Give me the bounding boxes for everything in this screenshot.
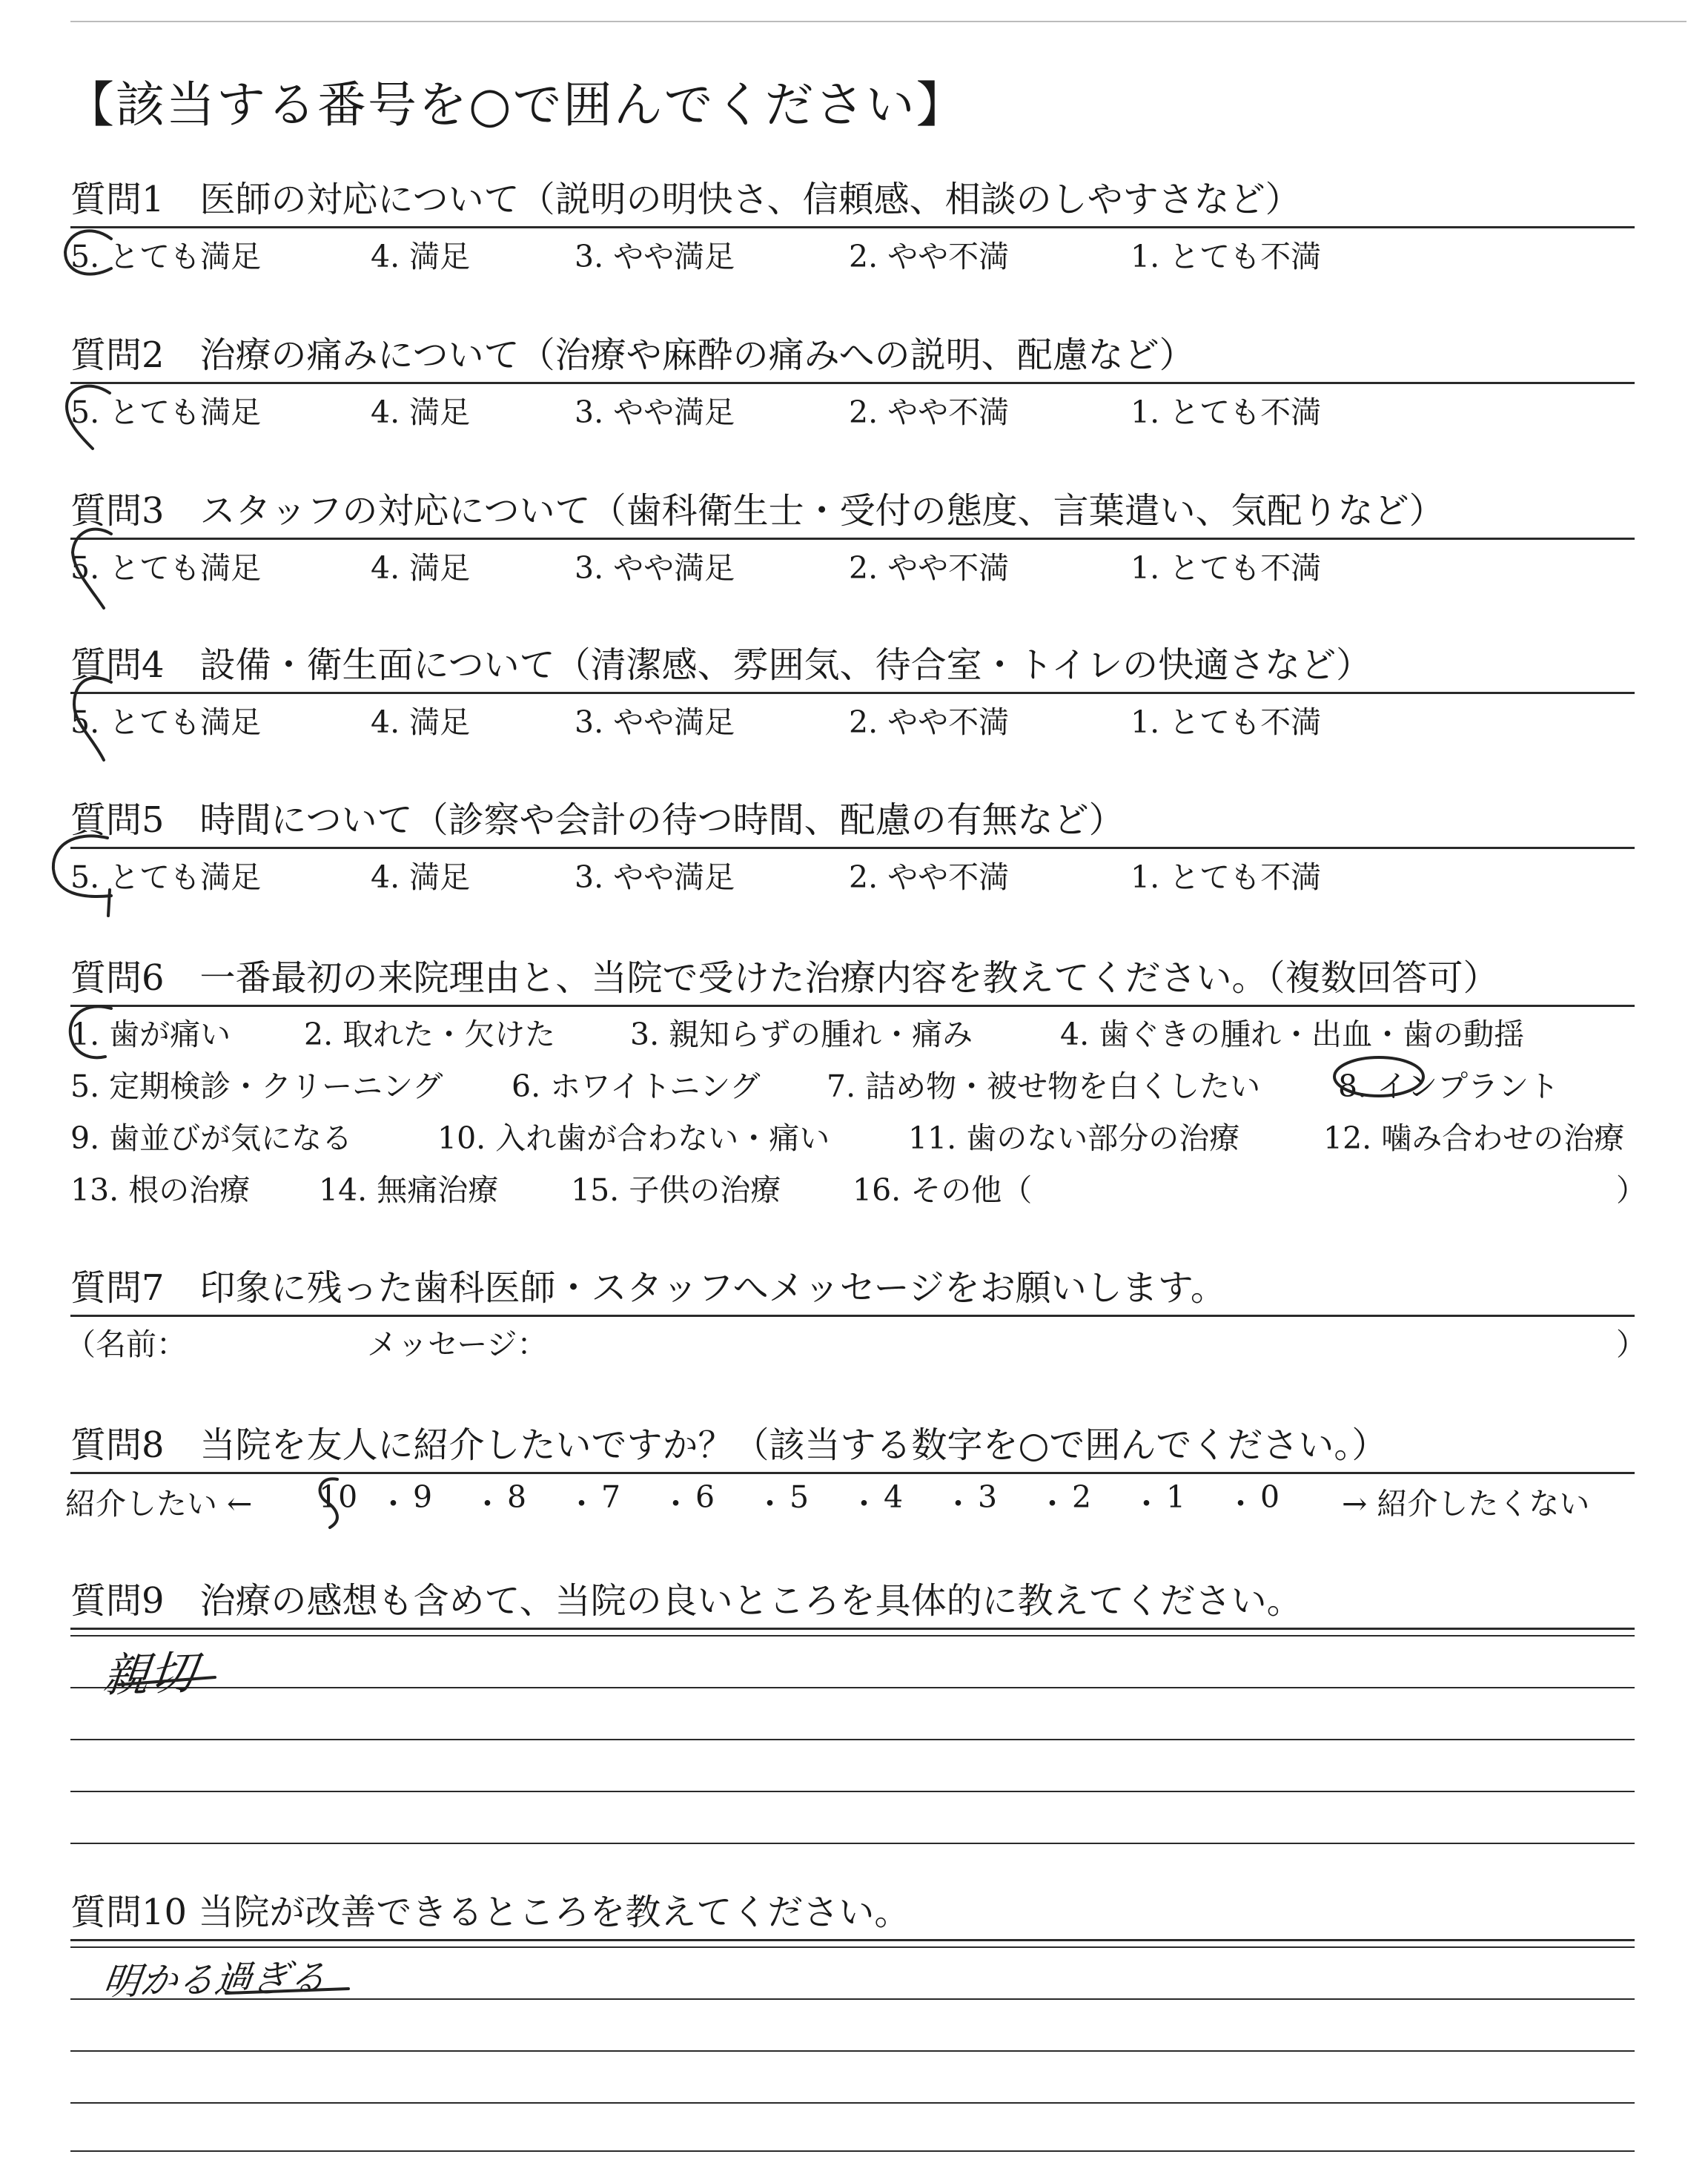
q6-option-14[interactable]: 14. 無痛治療 [319, 1172, 499, 1208]
q6-option-12[interactable]: 12. 噛み合わせの治療 [1323, 1120, 1625, 1156]
q6-option-6[interactable]: 6. ホワイトニング [512, 1069, 761, 1104]
q6-header [70, 953, 1635, 1007]
q7-header [70, 1263, 1635, 1317]
q6-title: 質問6 一番最初の来院理由と、当院で受けた治療内容を教えてください。（複数回答可） [70, 957, 1499, 999]
q4-option-4[interactable]: 4. 満足 [371, 704, 471, 740]
q8-scale-6[interactable]: 6 [695, 1479, 715, 1515]
q6-option-16[interactable]: 16. その他（ [853, 1172, 1033, 1208]
q1-header [70, 174, 1635, 228]
q8-scale-4[interactable]: 4 [884, 1479, 904, 1515]
page-top-border [70, 21, 1687, 22]
q8-left-label: 紹介したい ← [65, 1486, 253, 1522]
q5-header [70, 795, 1635, 849]
q8-scale-separator: ・ [943, 1486, 973, 1522]
q8-scale-5[interactable]: 5 [790, 1479, 810, 1515]
q8-header [70, 1420, 1635, 1474]
q1-option-1[interactable]: 1. とても不満 [1131, 239, 1322, 274]
q8-scale-2[interactable]: 2 [1072, 1479, 1092, 1515]
q3-option-2[interactable]: 2. やや不満 [849, 550, 1010, 586]
q9-line-4 [70, 1791, 1635, 1792]
q4-option-1[interactable]: 1. とても不満 [1131, 704, 1322, 740]
q10-title: 質問10 当院が改善できるところを教えてください。 [70, 1892, 910, 1933]
q1-option-3[interactable]: 3. やや満足 [575, 239, 735, 274]
q6-option-4[interactable]: 4. 歯ぐきの腫れ・出血・歯の動揺 [1060, 1017, 1525, 1052]
q8-scale-separator: ・ [849, 1486, 879, 1522]
q8-scale-separator: ・ [661, 1486, 691, 1522]
q9-line-5 [70, 1843, 1635, 1844]
q10-line-3 [70, 2050, 1635, 2052]
q10-line-5 [70, 2150, 1635, 2152]
q8-scale-9[interactable]: 9 [413, 1479, 433, 1515]
q5-title: 質問5 時間について（診察や会計の待つ時間、配慮の有無など） [70, 799, 1125, 841]
q9-title: 質問9 治療の感想も含めて、当院の良いところを具体的に教えてください。 [70, 1580, 1302, 1622]
q10-header [70, 1887, 1635, 1941]
q8-scale-separator: ・ [378, 1486, 408, 1522]
q8-scale-1[interactable]: 1 [1166, 1479, 1186, 1515]
q6-option-5[interactable]: 5. 定期検診・クリーニング [70, 1069, 443, 1104]
q5-option-4[interactable]: 4. 満足 [371, 859, 471, 895]
q7-title: 質問7 印象に残った歯科医師・スタッフへメッセージをお願いします。 [70, 1267, 1226, 1309]
q1-option-2[interactable]: 2. やや不満 [849, 239, 1010, 274]
q1-option-5[interactable]: 5. とても満足 [70, 239, 262, 274]
q9-line-1 [70, 1635, 1635, 1636]
q6-option-8[interactable]: 8. インプラント [1338, 1069, 1560, 1104]
q6-option-9[interactable]: 9. 歯並びが気になる [70, 1120, 353, 1156]
q4-option-3[interactable]: 3. やや満足 [575, 704, 735, 740]
q7-name-label: （名前： [65, 1327, 187, 1362]
q8-scale-10[interactable]: 10 [319, 1479, 358, 1515]
q3-header [70, 486, 1635, 540]
q8-scale-separator: ・ [472, 1486, 503, 1522]
q2-option-5[interactable]: 5. とても満足 [70, 394, 262, 430]
q8-scale-8[interactable]: 8 [507, 1479, 527, 1515]
q3-title: 質問3 スタッフの対応について（歯科衛生士・受付の態度、言葉遣い、気配りなど） [70, 490, 1445, 532]
q6-option-10[interactable]: 10. 入れ歯が合わない・痛い [437, 1120, 830, 1156]
q7-close-paren: ） [1616, 1327, 1646, 1362]
q7-message-label: メッセージ： [367, 1327, 548, 1362]
q9-header [70, 1576, 1635, 1630]
q8-scale-separator: ・ [1037, 1486, 1068, 1522]
q1-title: 質問1 医師の対応について（説明の明快さ、信頼感、相談のしやすさなど） [70, 179, 1301, 220]
q3-option-3[interactable]: 3. やや満足 [575, 550, 735, 586]
q1-option-4[interactable]: 4. 満足 [371, 239, 471, 274]
q10-line-1 [70, 1946, 1635, 1948]
q10-line-4 [70, 2102, 1635, 2104]
q8-scale-separator: ・ [566, 1486, 597, 1522]
q8-scale-7[interactable]: 7 [601, 1479, 621, 1515]
q6-option-1[interactable]: 1. 歯が痛い [70, 1017, 231, 1052]
q5-option-5[interactable]: 5. とても満足 [70, 859, 262, 895]
q2-option-1[interactable]: 1. とても不満 [1131, 394, 1322, 430]
q2-title: 質問2 治療の痛みについて（治療や麻酔の痛みへの説明、配慮など） [70, 334, 1195, 376]
q2-option-4[interactable]: 4. 満足 [371, 394, 471, 430]
q4-option-5[interactable]: 5. とても満足 [70, 704, 262, 740]
q2-option-2[interactable]: 2. やや不満 [849, 394, 1010, 430]
q8-scale-separator: ・ [755, 1486, 785, 1522]
q5-option-2[interactable]: 2. やや不満 [849, 859, 1010, 895]
q8-title: 質問8 当院を友人に紹介したいですか？（該当する数字を○で囲んでください。） [70, 1424, 1388, 1466]
q5-option-1[interactable]: 1. とても不満 [1131, 859, 1322, 895]
q6-option-15[interactable]: 15. 子供の治療 [571, 1172, 781, 1208]
q10-handwritten-answer: 明かる過ぎる [100, 1956, 329, 2004]
q6-other-close-paren: ） [1616, 1172, 1646, 1208]
page-title: 【該当する番号を○で囲んでください】 [65, 76, 967, 133]
q3-option-1[interactable]: 1. とても不満 [1131, 550, 1322, 586]
q6-option-11[interactable]: 11. 歯のない部分の治療 [908, 1120, 1240, 1156]
q9-line-2 [70, 1687, 1635, 1688]
q5-option-3[interactable]: 3. やや満足 [575, 859, 735, 895]
q4-title: 質問4 設備・衛生面について（清潔感、雰囲気、待合室・トイレの快適さなど） [70, 644, 1372, 686]
q6-option-13[interactable]: 13. 根の治療 [70, 1172, 251, 1208]
q8-scale-separator: ・ [1131, 1486, 1162, 1522]
q4-option-2[interactable]: 2. やや不満 [849, 704, 1010, 740]
q8-scale-3[interactable]: 3 [978, 1479, 998, 1515]
q6-option-3[interactable]: 3. 親知らずの腫れ・痛み [630, 1017, 973, 1052]
q9-handwritten-answer: 親切 [100, 1645, 199, 1703]
q6-option-7[interactable]: 7. 詰め物・被せ物を白くしたい [827, 1069, 1261, 1104]
q3-option-5[interactable]: 5. とても満足 [70, 550, 262, 586]
q3-option-4[interactable]: 4. 満足 [371, 550, 471, 586]
q8-right-label: → 紹介したくない [1342, 1486, 1590, 1522]
q2-option-3[interactable]: 3. やや満足 [575, 394, 735, 430]
q4-header [70, 640, 1635, 694]
q2-header [70, 330, 1635, 384]
q8-scale-separator: ・ [1225, 1486, 1256, 1522]
q9-line-3 [70, 1739, 1635, 1740]
q8-scale-0[interactable]: 0 [1260, 1479, 1280, 1515]
q6-option-2[interactable]: 2. 取れた・欠けた [304, 1017, 556, 1052]
